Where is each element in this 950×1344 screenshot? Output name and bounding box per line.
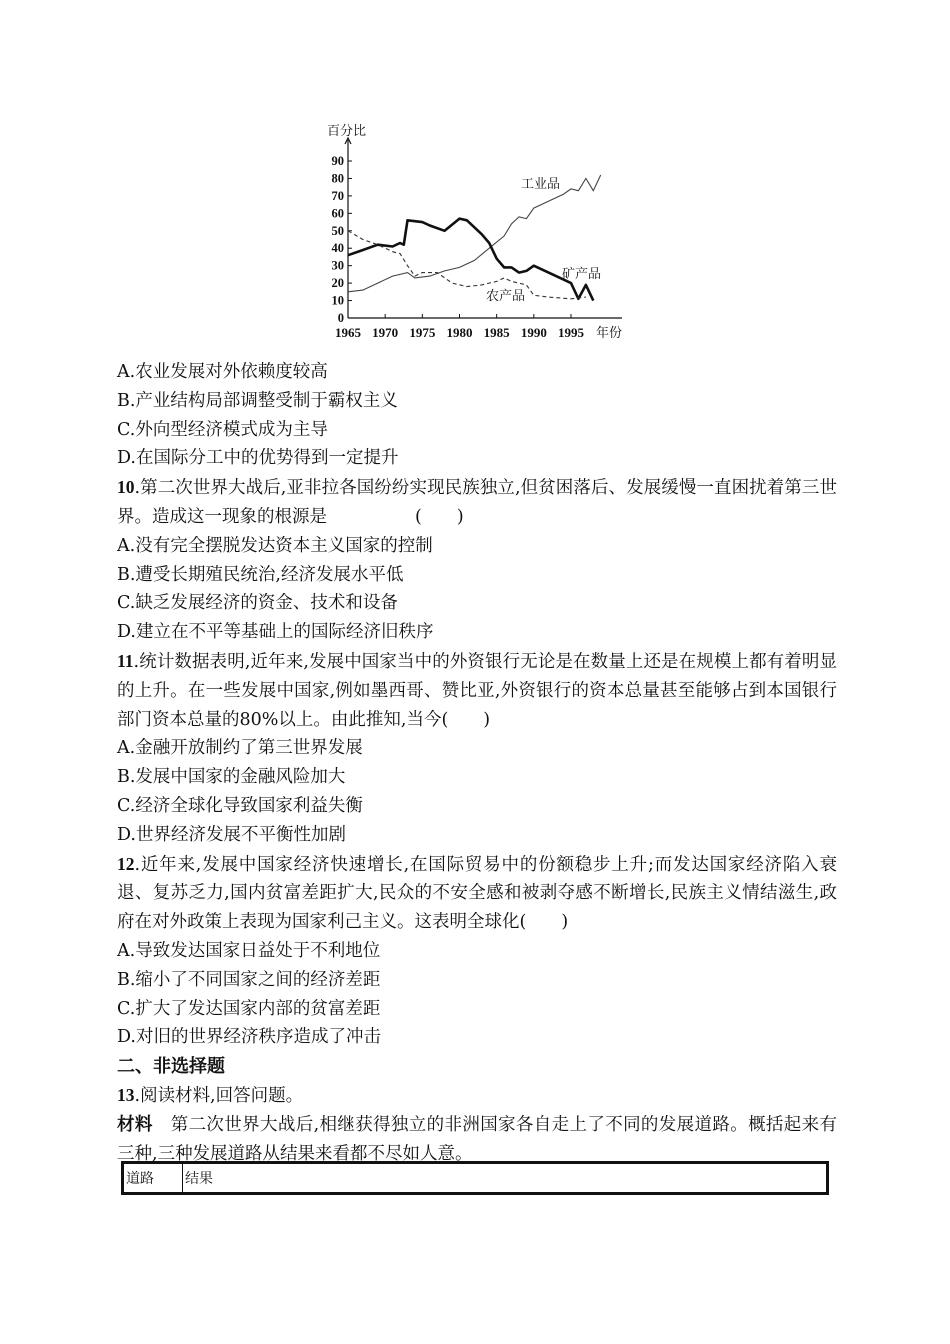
- q9-option-a[interactable]: A.农业发展对外依赖度较高: [117, 362, 328, 382]
- x-tick-label: 1980: [446, 325, 473, 340]
- series-label: 工业品: [521, 177, 561, 192]
- y-tick-label: 60: [331, 206, 344, 221]
- q12-option-a[interactable]: A.导致发达国家日益处于不利地位: [117, 940, 381, 961]
- q12-text: .近年来,发展中国家经济快速增长,在国际贸易中的份额稳步上升;而发达国家经济陷入衰退、复苏乏力,国内贫富差距扩大,民众的不安全感和被剥夺感不断增长,民族主义情结滋生,政府在对外政策上表现为国家利己主义。这表明全球化( ): [117, 854, 837, 933]
- series-line-矿产品: [348, 219, 593, 301]
- table-header-result: 结果: [183, 1163, 828, 1194]
- q12-number: 12: [117, 853, 135, 874]
- table-row: [123, 1163, 828, 1194]
- q12-option-d[interactable]: D.对旧的世界经济秩序造成了冲击: [117, 1027, 381, 1048]
- x-tick-label: 1995: [558, 325, 584, 340]
- q13-material: [117, 1111, 837, 1169]
- table-header-road: 道路: [123, 1163, 183, 1194]
- series-label: 农产品: [486, 289, 526, 304]
- q11-option-b[interactable]: B.发展中国家的金融风险加大: [117, 767, 346, 788]
- q10-text: .第二次世界大战后,亚非拉各国纷纷实现民族独立,但贫困落后、发展缓慢一直困扰着第三世界。造成这一现象的根源是: [117, 478, 837, 527]
- q9-option-b[interactable]: B.产业结构局部调整受制于霸权主义: [117, 390, 398, 411]
- road-result-table: [121, 1161, 829, 1195]
- y-tick-label: 0: [337, 311, 344, 325]
- x-tick-label: 1975: [409, 325, 436, 340]
- series-label: 矿产品: [562, 267, 602, 282]
- y-tick-label: 10: [331, 293, 344, 308]
- q11-text: .统计数据表明,近年来,发展中国家当中的外资银行无论是在数量上还是在规模上都有着明显的上升。在一些发展中国家,例如墨西哥、赞比亚,外资银行的资本总量甚至能够占到本国银行部门资本总量的80%以上。由此推知,当今( ): [117, 651, 837, 730]
- y-axis-label: 百分比: [327, 124, 367, 139]
- y-tick-label: 50: [331, 223, 344, 238]
- y-tick-label: 80: [331, 171, 344, 186]
- x-tick-label: 1990: [520, 325, 547, 340]
- q9-option-c[interactable]: C.外向型经济模式成为主导: [117, 419, 328, 440]
- y-tick-label: 40: [331, 241, 344, 256]
- y-tick-label: 20: [331, 276, 344, 291]
- q13-number: 13: [117, 1085, 135, 1106]
- q9-option-d[interactable]: D.在国际分工中的优势得到一定提升: [117, 448, 399, 469]
- trade-share-line-chart: [300, 118, 640, 348]
- x-tick-label: 1970: [372, 325, 399, 340]
- y-tick-label: 70: [331, 188, 344, 203]
- q11-option-c[interactable]: C.经济全球化导致国家利益失衡: [117, 795, 363, 816]
- x-tick-label: 1985: [483, 325, 510, 340]
- q11-option-d[interactable]: D.世界经济发展不平衡性加剧: [117, 824, 346, 845]
- q10-option-b[interactable]: B.遭受长期殖民统治,经济发展水平低: [117, 564, 404, 585]
- q10-answer-paren: ( ): [415, 506, 464, 527]
- q13-text: .阅读材料,回答问题。: [134, 1086, 304, 1107]
- x-tick-label: 1965: [335, 325, 361, 340]
- x-axis-label: 年份: [596, 326, 623, 341]
- q12-stem: [117, 850, 837, 937]
- q12-option-c[interactable]: C.扩大了发达国家内部的贫富差距: [117, 998, 381, 1019]
- section-2-heading: 二、非选择题: [117, 1056, 225, 1078]
- y-tick-label: 30: [331, 258, 344, 273]
- q11-number: 11: [117, 650, 134, 671]
- q10-number: 10: [117, 477, 135, 498]
- q10-option-a[interactable]: A.没有完全摆脱发达资本主义国家的控制: [117, 535, 433, 556]
- y-tick-label: 90: [331, 154, 344, 168]
- material-label: 材料: [117, 1114, 153, 1135]
- question-content: [117, 358, 837, 1169]
- q11-stem: [117, 647, 837, 734]
- q12-option-b[interactable]: B.缩小了不同国家之间的经济差距: [117, 969, 381, 990]
- material-text: 第二次世界大战后,相继获得独立的非洲国家各自走上了不同的发展道路。概括起来有三种,三种发展道路从结果来看都不尽如人意。: [117, 1114, 838, 1164]
- q10-option-c[interactable]: C.缺乏发展经济的资金、技术和设备: [117, 593, 398, 614]
- q10-option-d[interactable]: D.建立在不平等基础上的国际经济旧秩序: [117, 622, 434, 643]
- q10-stem: [117, 473, 837, 532]
- q13-stem: [117, 1081, 837, 1111]
- q11-option-a[interactable]: A.金融开放制约了第三世界发展: [117, 738, 363, 759]
- series-line-农产品: [348, 231, 586, 299]
